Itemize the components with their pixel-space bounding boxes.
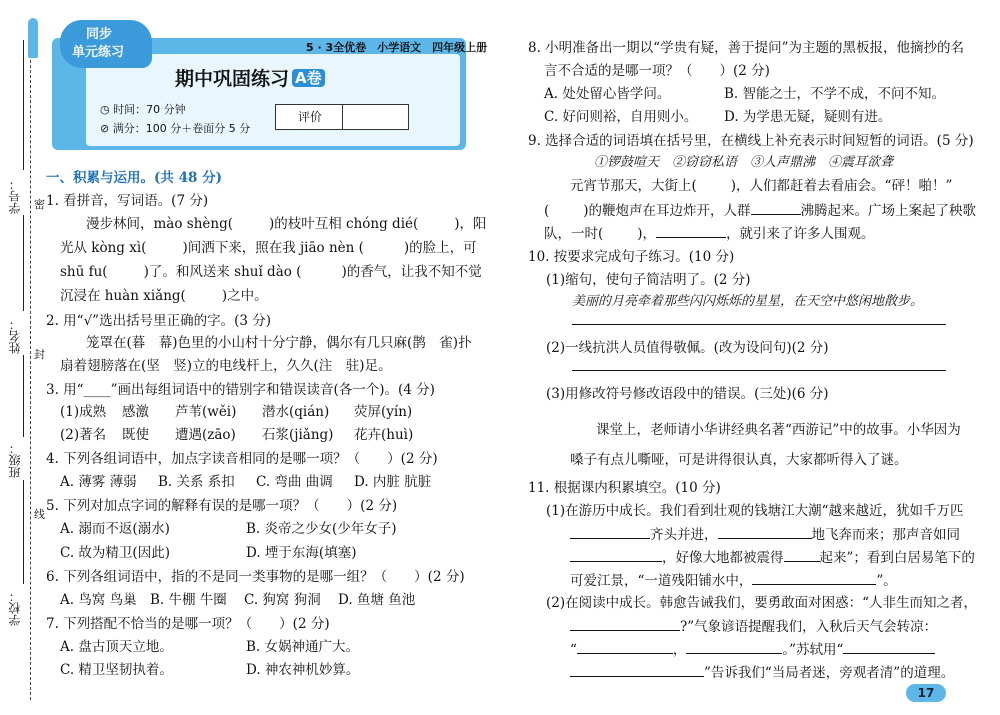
q3-row2-w4: 石浆(jiǎng) — [262, 427, 334, 443]
q10-sub1: (1)缩句，使句子简洁明了。(2 分) — [546, 272, 751, 288]
q3-heading: 3. 用“____”画出每组词语中的错别字和错误读音(各一个)。(4 分) — [46, 382, 435, 398]
q11-part2-line1: (2)在阅读中成长。韩愈告诫我们，要勇敢面对困惑：“人非生而知之者， — [546, 595, 978, 611]
q1-line2: 光从 kòng xì( )间洒下来，照在我 jiāo nèn ( )的脸上，可 — [60, 240, 477, 256]
q10-sub3: (3)用修改符号修改语段中的错误。(三处)(6 分) — [546, 386, 829, 402]
unit-tag-line2: 单元练习 — [72, 45, 125, 60]
q10-sub1-sentence: 美丽的月亮牵着那些闪闪烁烁的星星，在天空中悠闲地散步。 — [572, 294, 924, 309]
exam-score-text: 满分：100 分＋卷面分 5 分 — [112, 122, 251, 135]
q10-sub2: (2)一线抗洪人员值得敬佩。(改为设问句)(2 分) — [546, 340, 829, 356]
q6-option-b: B. 牛棚 牛圈 — [150, 592, 227, 608]
q8-heading: 8. 小明准备出一期以“学贵有疑，善于提问”为主题的黑板报，他摘抄的名 — [528, 40, 964, 56]
exam-score — [100, 121, 250, 137]
school-label: 学校： — [8, 590, 22, 626]
q3-row1-w1: (1)成熟 — [60, 404, 107, 420]
q4-option-b: B. 关系 系扣 — [158, 474, 235, 490]
unit-tag-line1: 同步 — [86, 27, 113, 42]
q11-part1-line1: (1)在游历中成长。我们看到壮观的钱塘江大潮“越来越近，犹如千万匹 — [546, 503, 964, 519]
q11-part2-line4: ”告诉我们“当局者迷，旁观者清”的道理。 — [570, 664, 954, 681]
page-title — [175, 68, 325, 90]
q10-paragraph-line2: 嗓子有点儿嘶哑，可是讲得很认真，大家都听得入了谜。 — [570, 452, 908, 468]
q3-row2-w5: 花卉(huì) — [354, 427, 414, 443]
q7-option-d: D. 神农神机妙算。 — [246, 662, 360, 678]
evaluation-box — [275, 104, 409, 130]
seal-mark-mi: 密 — [34, 198, 45, 211]
q2-line1: 笼罩在(暮 幕)色里的小山村十分宁静，偶尔有几只麻(鹊 雀)扑 — [86, 335, 472, 351]
q4-option-d: D. 内脏 肮脏 — [354, 474, 432, 490]
series-header: 5 · 3全优卷 小学语文 四年级上册 — [306, 41, 488, 54]
q10-paragraph-line1: 课堂上，老师请小华讲经典名著“西游记”中的故事。小华因为 — [596, 422, 961, 438]
evaluation-label: 评价 — [298, 110, 323, 124]
q10-heading: 10. 按要求完成句子练习。(10 分) — [528, 249, 735, 265]
q5-option-b: B. 炎帝之少女(少年女子) — [246, 521, 397, 537]
student-number-line — [23, 40, 24, 170]
q3-row2-w2: 既使 — [122, 427, 149, 443]
section-heading: 一、积累与运用。(共 48 分) — [46, 170, 222, 186]
q5-heading: 5. 下列对加点字词的解释有误的是哪一项？（ ）(2 分) — [46, 498, 398, 514]
q11-part1-line3: ，好像大地都被震得 起来”；看到白居易笔下的 — [570, 549, 975, 566]
q3-row1-w4: 潜水(qián) — [262, 404, 330, 420]
check-icon: ⊘ — [100, 122, 113, 135]
q2-line2: 扇着翅膀落在(坚 竖)立的电线杆上，久久(注 驻)足。 — [60, 358, 392, 374]
exam-time-text: 时间：70 分钟 — [113, 103, 186, 116]
q11-part2-line3: “ ， 。”苏轼用“ — [570, 641, 935, 658]
clock-icon: ◷ — [100, 103, 114, 116]
exam-time — [100, 102, 186, 118]
q10-answer-line-2 — [572, 370, 946, 371]
evaluation-divider — [342, 105, 343, 129]
q9-line1: 元宵节那天，大街上( )，人们都赶着去看庙会。“砰！啪！” — [570, 178, 953, 194]
seal-mark-xian: 线 — [34, 508, 45, 521]
q8-option-a: A. 处处留心皆学问。 — [544, 86, 671, 102]
q11-part1-line2: 齐头并进， 地飞奔而来；那声音如同 — [570, 526, 960, 543]
q8-option-d: D. 为学患无疑，疑则有进。 — [724, 109, 892, 125]
school-line — [23, 480, 24, 584]
q1-line4: 沉浸在 huàn xiǎng( )之中。 — [60, 288, 268, 304]
title-text: 期中巩固练习 — [175, 68, 290, 90]
q9-heading: 9. 选择合适的词语填在括号里，在横线上补充表示时间短暂的词语。(5 分) — [528, 133, 974, 149]
q8-heading-cont: 言不合适的是哪一项？（ ）(2 分) — [544, 63, 770, 79]
seal-mark-feng: 封 — [34, 348, 45, 361]
q7-option-b: B. 女娲神通广大。 — [246, 639, 360, 655]
q2-heading: 2. 用“√”选出括号里正确的字。(3 分) — [46, 313, 271, 329]
q9-line2: ( )的鞭炮声在耳边炸开，人群 沸腾起来。广场上案起了秧歌 — [544, 203, 977, 219]
q10-answer-line-1 — [572, 324, 946, 325]
q11-part1-line4: 可爱江景，“一道残阳铺水中， ”。 — [570, 573, 897, 589]
title-badge: A卷 — [292, 69, 325, 87]
q4-option-c: C. 弯曲 曲调 — [256, 474, 333, 490]
q6-heading: 6. 下列各组词语中，指的不是同一类事物的是哪一组？（ ）(2 分) — [46, 569, 465, 585]
q3-row1-w2: 感激 — [122, 404, 149, 420]
q5-option-c: C. 故为精卫(因此) — [60, 545, 170, 561]
q7-option-a: A. 盘古顶天立地。 — [60, 639, 173, 655]
q5-option-a: A. 溺而不返(溺水) — [60, 521, 170, 537]
student-name-label: 姓名： — [8, 318, 22, 354]
q11-heading: 11. 根据课内积累填空。(10 分) — [528, 480, 721, 496]
q7-option-c: C. 精卫坚韧执着。 — [60, 662, 173, 678]
q9-word-choices: ①锣鼓喧天 ②窃窃私语 ③人声鼎沸 ④震耳欲聋 — [594, 155, 894, 170]
q7-heading: 7. 下列搭配不恰当的是哪一项？（ ）(2 分) — [46, 616, 330, 632]
q1-heading: 1. 看拼音，写词语。(7 分) — [46, 193, 209, 209]
binding-dashed-line — [30, 40, 31, 700]
q4-heading: 4. 下列各组词语中，加点字读音相同的是哪一项？（ ）(2 分) — [46, 451, 438, 467]
class-line — [23, 355, 24, 437]
student-name-line — [23, 215, 24, 311]
unit-tag — [60, 20, 152, 68]
q9-line3: 队，一时( )， ，就引来了许多人围观。 — [544, 226, 875, 242]
q3-row2-w3: 遭遇(zāo) — [175, 427, 236, 443]
class-label: 班级： — [8, 442, 22, 478]
q5-option-d: D. 堙于东海(填塞) — [246, 545, 357, 561]
page-number: 17 — [906, 684, 946, 702]
q6-option-d: D. 鱼塘 鱼池 — [338, 592, 416, 608]
q8-option-b: B. 智能之士，不学不成，不问不知。 — [724, 86, 946, 102]
q6-option-a: A. 鸟窝 鸟巢 — [60, 592, 137, 608]
q3-row1-w5: 荧屏(yín) — [354, 404, 413, 420]
q1-line1: 漫步林间，mào shèng( )的枝叶互相 chóng dié( )，阳 — [86, 216, 487, 232]
q1-line3: shū fu( )了。和风送来 shuǐ dào ( )的香气，让我不知不觉 — [60, 264, 482, 280]
q6-option-c: C. 狗窝 狗洞 — [244, 592, 321, 608]
q8-option-c: C. 好问则裕，自用则小。 — [544, 109, 698, 125]
rocket-icon — [28, 18, 38, 58]
q3-row2-w1: (2)著名 — [60, 427, 107, 443]
q11-part2-line2: ?”气象谚语提醒我们，入秋后天气会转凉： — [570, 618, 937, 635]
q4-option-a: A. 薄雾 薄弱 — [60, 474, 137, 490]
q3-row1-w3: 芦苇(wěi) — [175, 404, 237, 420]
student-number-label: 学号： — [8, 178, 22, 214]
